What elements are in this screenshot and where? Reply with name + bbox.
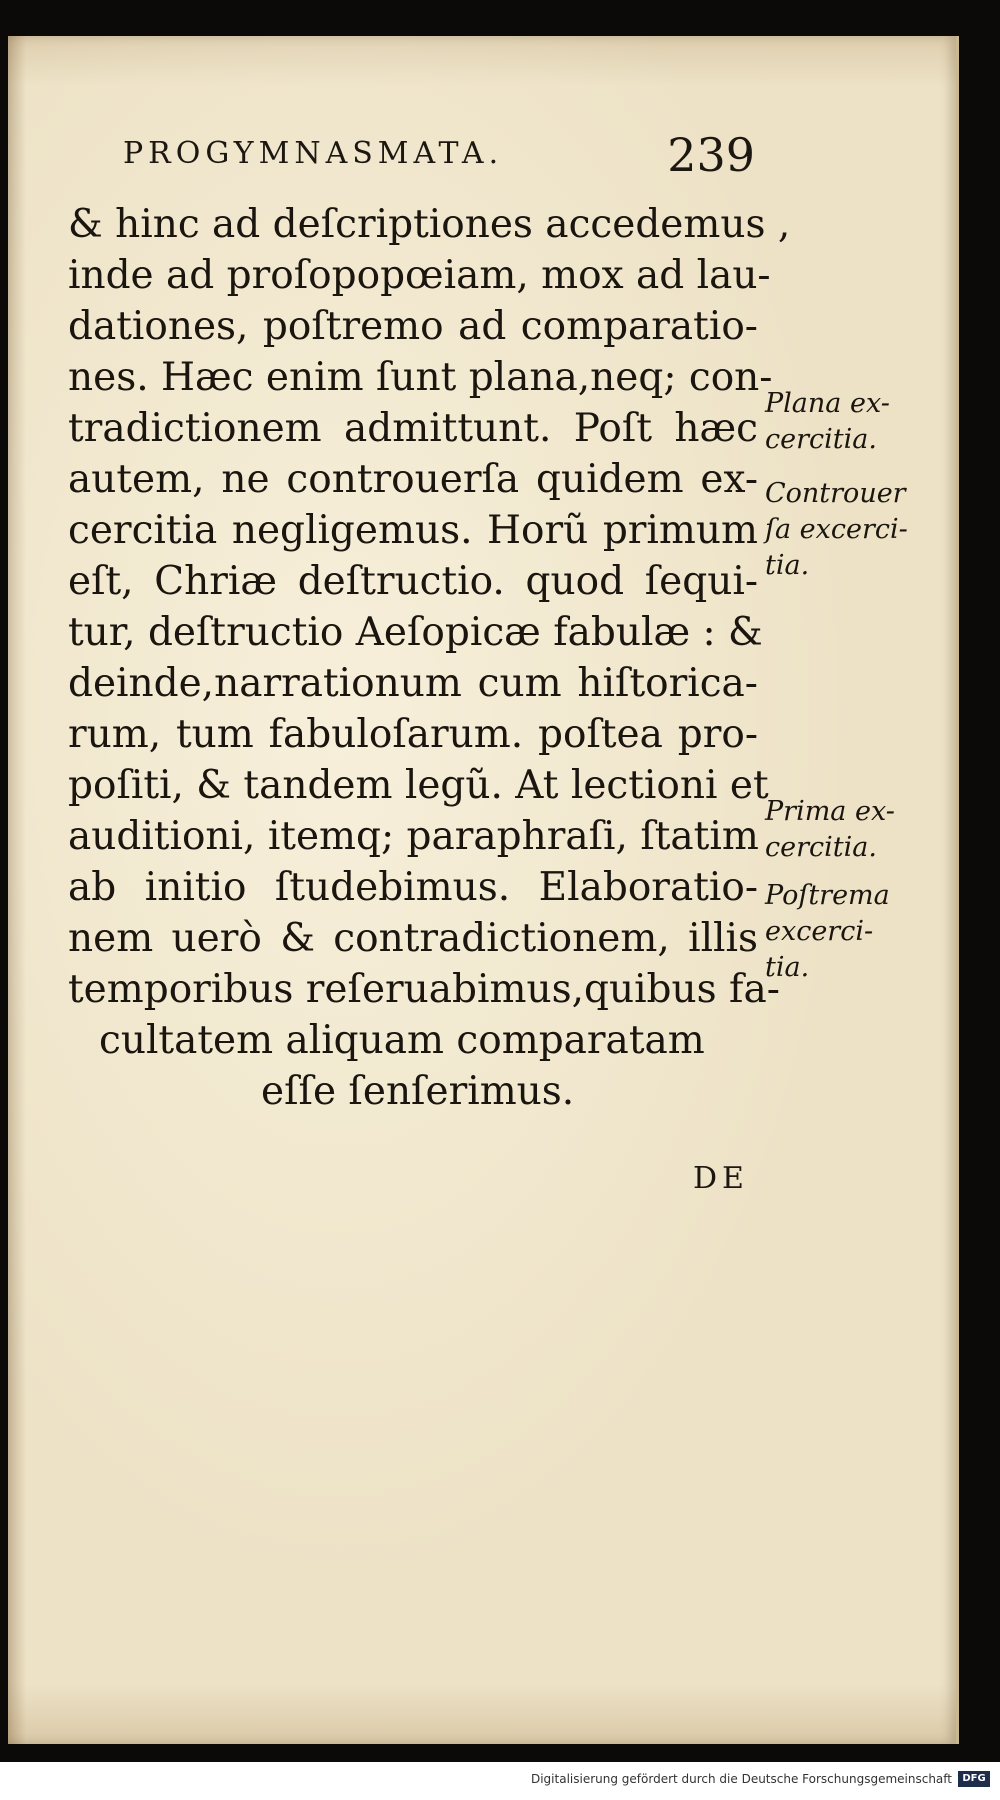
margin-note-plana <box>765 386 935 458</box>
margin-note-line: Poſtrema <box>765 880 890 911</box>
footer-credit: Digitalisierung gefördert durch die Deutsche Forschungsgemeinschaft <box>530 1772 952 1786</box>
margin-note-prima <box>765 794 935 866</box>
margin-note-line: ſa excerci- <box>765 514 908 545</box>
margin-note-line: tia. <box>765 550 810 581</box>
book-page <box>8 36 959 1744</box>
text-line: dationes, poſtremo ad comparatio- <box>68 304 758 349</box>
running-head <box>123 128 755 188</box>
footer-bar <box>0 1762 1000 1800</box>
margin-note-line: Prima ex- <box>765 796 895 827</box>
text-line: deinde,narrationum cum hiſtorica- <box>68 661 758 706</box>
text-line: autem, ne controuerſa quidem ex- <box>68 457 758 502</box>
page-number: 239 <box>667 128 755 182</box>
text-line: cercitia negligemus. Horũ primum <box>68 508 758 553</box>
margin-note-line: Controuer <box>765 478 906 509</box>
text-line: & hinc ad deſcriptiones accedemus , <box>68 202 791 247</box>
text-line: eſſe ſenſerimus. <box>261 1069 575 1114</box>
text-line: ab initio ſtudebimus. Elaboratio- <box>68 865 758 910</box>
margin-note-line: excerci- <box>765 916 874 947</box>
margin-note-line: cercitia. <box>765 424 877 455</box>
text-line: eſt, Chriæ deſtructio. quod ſequi- <box>68 559 758 604</box>
text-line: rum, tum fabuloſarum. poſtea pro- <box>68 712 758 757</box>
margin-note-postrema <box>765 878 935 986</box>
body-text <box>68 199 791 1117</box>
text-line: poſiti, & tandem legũ. At lectioni et <box>68 763 769 808</box>
text-line: cultatem aliquam comparatam <box>99 1018 705 1063</box>
margin-note-line: Plana ex- <box>765 388 890 419</box>
text-line: inde ad proſopopœiam, mox ad lau- <box>68 253 771 298</box>
text-line: nem uerò & contradictionem, illis <box>68 916 758 961</box>
dfg-logo: DFG <box>958 1771 990 1787</box>
text-line: tradictionem admittunt. Poſt hæc <box>68 406 758 451</box>
catchword: DE <box>693 1161 749 1196</box>
margin-note-controuersa <box>765 476 935 584</box>
text-line: auditioni, itemq; paraphraſi, ſtatim <box>68 814 759 859</box>
text-line: nes. Hæc enim ſunt plana,neq; con- <box>68 355 773 400</box>
running-title: PROGYMNASMATA. <box>123 136 504 171</box>
text-line: temporibus reſeruabimus,quibus fa- <box>68 967 780 1012</box>
text-line: tur, deſtructio Aeſopicæ fabulæ : & <box>68 610 763 655</box>
margin-note-line: cercitia. <box>765 832 877 863</box>
margin-note-line: tia. <box>765 952 810 983</box>
